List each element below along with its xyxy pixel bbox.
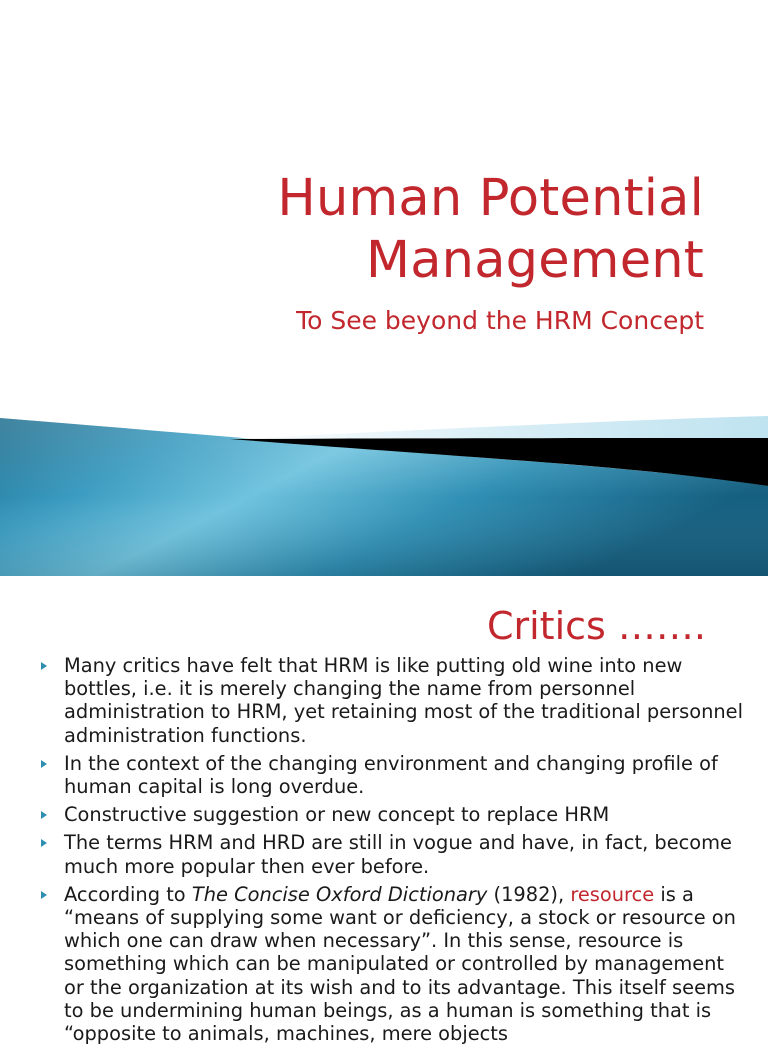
- slide-title: [277, 168, 704, 292]
- slide-title: Critics …….: [486, 604, 706, 648]
- bullet-list: [0, 654, 768, 1050]
- keyword-resource: resource: [570, 882, 655, 906]
- bullet-text: The terms HRM and HRD are still in vogue and have, in fact, become much more popular then ever before.: [64, 831, 732, 878]
- dictionary-title: The Concise Oxford Dictionary: [191, 882, 488, 906]
- bullet-item: [0, 803, 768, 826]
- decorative-wave-band: [0, 408, 768, 576]
- bullet-text-middle: (1982),: [487, 882, 571, 906]
- bullet-text: Many critics have felt that HRM is like putting old wine into new bottles, i.e. it is merely changing the name from personnel administration to HRM, yet retaining most of the traditional personnel administration functions.: [64, 654, 743, 747]
- critics-slide: [0, 576, 768, 1046]
- slide-subtitle: To See beyond the HRM Concept: [296, 306, 704, 335]
- triangle-right-icon: [41, 891, 47, 899]
- triangle-right-icon: [41, 662, 47, 670]
- triangle-right-icon: [41, 839, 47, 847]
- bullet-text-prefix: According to: [64, 882, 192, 906]
- triangle-right-icon: [41, 811, 47, 819]
- light-wedge-shape: [230, 416, 768, 439]
- triangle-right-icon: [41, 760, 47, 768]
- bullet-item: [0, 752, 768, 798]
- bullet-item: [0, 654, 768, 747]
- title-line-2: Management: [366, 231, 704, 290]
- bullet-item: [0, 831, 768, 877]
- bullet-text: In the context of the changing environment and changing profile of human capital is long overdue.: [64, 751, 718, 799]
- bullet-text: Constructive suggestion or new concept to replace HRM: [64, 803, 610, 827]
- title-line-1: Human Potential: [277, 169, 704, 228]
- bullet-item: [0, 883, 768, 1045]
- bullet-text-rest: is a “means of supplying some want or deficiency, a stock or resource on which one can draw when necessary”. In this sense, resource is something which can be manipulated or controlled by management or the organization at its wish and to its advantage. This itself seems to be undermining human beings, as a human is something that is “opposite to animals, machines, mere objects: [64, 882, 736, 1046]
